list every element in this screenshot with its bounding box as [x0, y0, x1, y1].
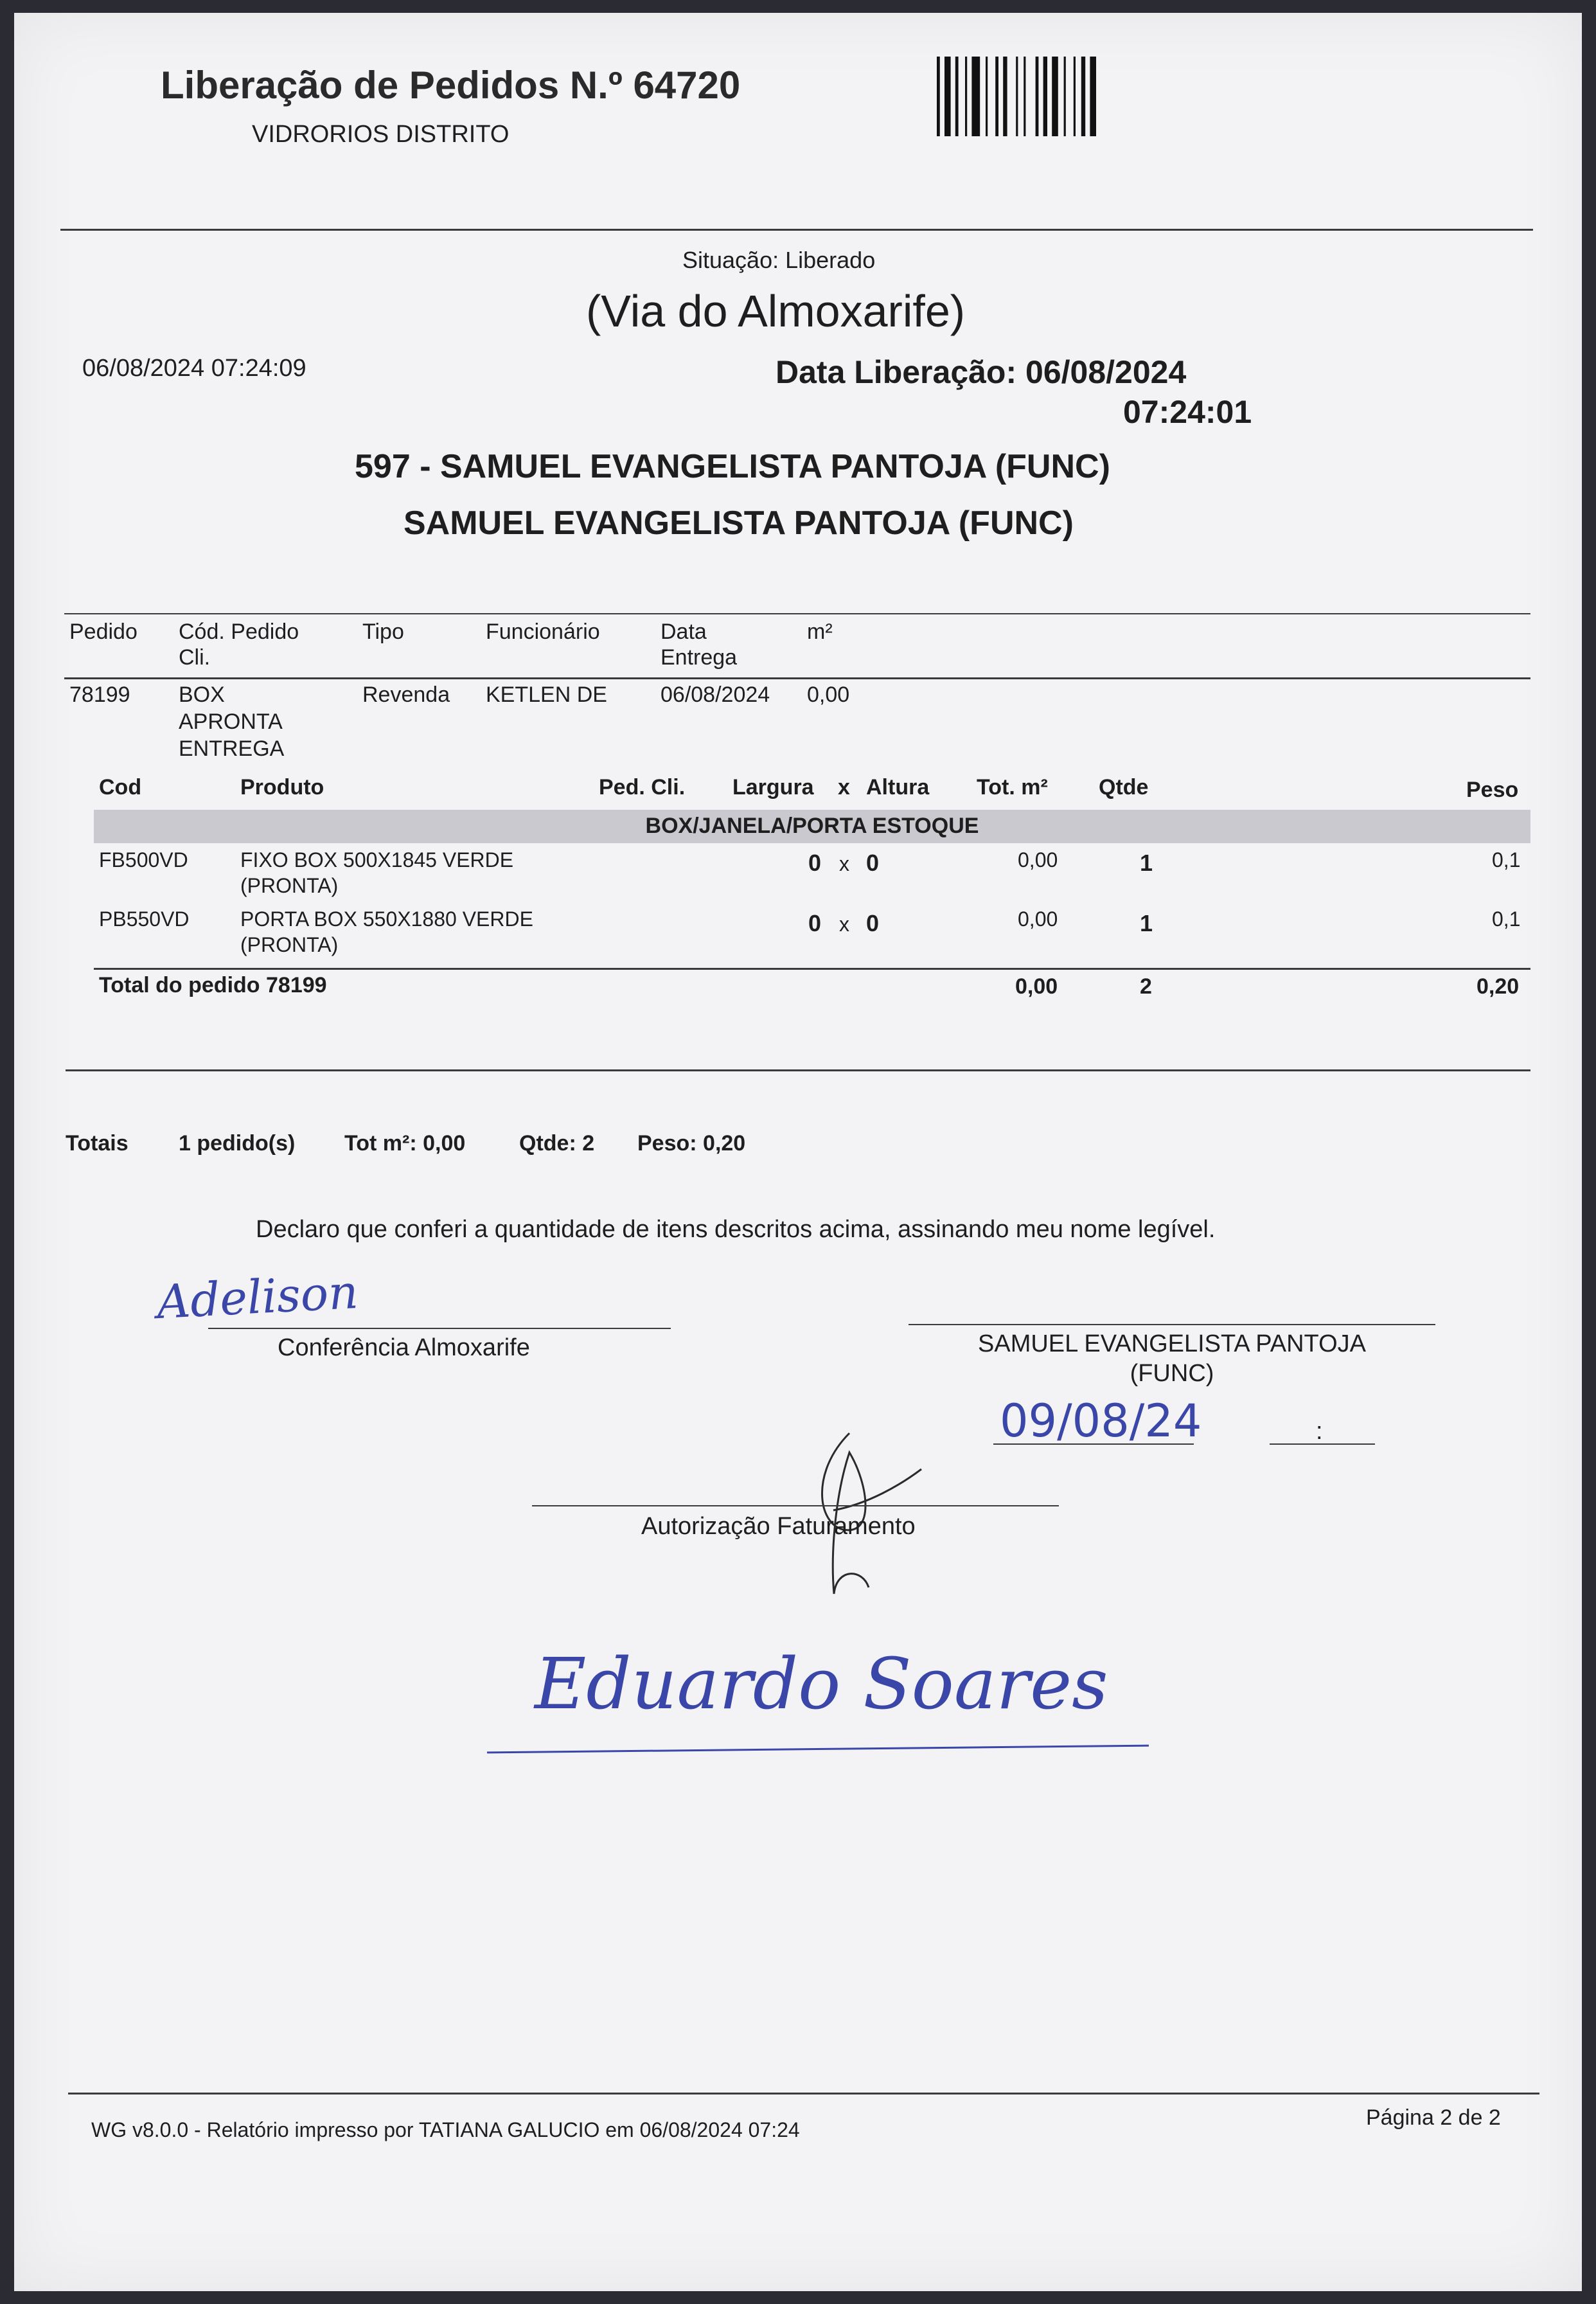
total-pedido-label: Total do pedido 78199 [99, 973, 327, 997]
client-sign-func: (FUNC) [1130, 1360, 1214, 1387]
item-1-altura: 0 [866, 850, 880, 876]
item-1-x: x [839, 852, 849, 875]
totals-label: Totais [66, 1131, 129, 1156]
faturamento-line [532, 1505, 1059, 1506]
col-cod: Cod [99, 775, 142, 799]
total-pedido-m2: 0,00 [1015, 974, 1058, 999]
footer-divider [68, 2093, 1539, 2094]
col-m2: m² [807, 620, 833, 644]
client-line-2: SAMUEL EVANGELISTA PANTOJA (FUNC) [403, 505, 1074, 542]
order-cod-1: BOX [179, 683, 225, 707]
col-altura: Altura [866, 775, 930, 799]
item-1-qtde: 1 [1140, 850, 1153, 876]
item-2-peso: 0,1 [1492, 907, 1521, 931]
almoxarife-label: Conferência Almoxarife [278, 1334, 530, 1361]
order-funcionario: KETLEN DE [486, 683, 607, 707]
order-table-top [64, 613, 1530, 614]
col-cod-pedido-2: Cli. [179, 645, 211, 670]
release-date: Data Liberação: 06/08/2024 [776, 354, 1187, 390]
status-text: Situação: Liberado [682, 247, 876, 273]
col-cod-pedido: Cód. Pedido [179, 620, 299, 644]
item-1-produto-2: (PRONTA) [240, 874, 339, 897]
client-sign-name: SAMUEL EVANGELISTA PANTOJA [978, 1330, 1366, 1357]
receiver-signature: Eduardo Soares [535, 1643, 1108, 1725]
totals-divider [66, 1069, 1530, 1071]
release-time: 07:24:01 [1123, 394, 1252, 430]
item-2-largura: 0 [808, 910, 822, 936]
col-produto: Produto [240, 775, 324, 799]
faturamento-label: Autorização Faturamento [641, 1513, 916, 1540]
col-funcionario: Funcionário [486, 620, 600, 644]
time-placeholder: : [1316, 1418, 1323, 1445]
item-2-produto: PORTA BOX 550X1880 VERDE [240, 907, 533, 931]
date-line [993, 1443, 1194, 1445]
footer-page: Página 2 de 2 [1366, 2105, 1501, 2130]
copy-label: (Via do Almoxarife) [586, 286, 966, 336]
item-1-produto: FIXO BOX 500X1845 VERDE [240, 848, 514, 871]
col-ped-cli: Ped. Cli. [599, 775, 686, 799]
barcode [937, 57, 1194, 136]
client-signature-line [909, 1324, 1435, 1325]
col-largura: Largura [732, 775, 814, 799]
header-divider [60, 229, 1533, 231]
item-1-peso: 0,1 [1492, 848, 1521, 871]
order-table-header-line [64, 677, 1530, 679]
faturamento-signature [772, 1414, 927, 1607]
print-datetime: 06/08/2024 07:24:09 [82, 355, 306, 382]
declaration-text: Declaro que conferi a quantidade de itens descritos acima, assinando meu nome legível. [256, 1216, 1216, 1243]
items-total-line [94, 968, 1530, 970]
col-peso: Peso [1466, 778, 1519, 802]
almoxarife-signature-line [208, 1328, 671, 1329]
document-page [14, 13, 1582, 2291]
footer-printed-by: WG v8.0.0 - Relatório impresso por TATIANA GALUCIO em 06/08/2024 07:24 [91, 2118, 800, 2141]
handwritten-date: 09/08/24 [1000, 1395, 1202, 1447]
col-pedido: Pedido [69, 620, 137, 644]
document-title: Liberação de Pedidos N.º 64720 [161, 64, 741, 107]
totals-peso: Peso: 0,20 [637, 1131, 746, 1156]
total-pedido-qtde: 2 [1140, 974, 1152, 999]
col-tipo: Tipo [362, 620, 404, 644]
receiver-underline [487, 1745, 1149, 1754]
item-1-tot-m2: 0,00 [1018, 848, 1058, 871]
group-title: BOX/JANELA/PORTA ESTOQUE [645, 814, 979, 838]
total-pedido-peso: 0,20 [1476, 974, 1520, 999]
item-2-altura: 0 [866, 910, 880, 936]
item-2-x: x [839, 913, 849, 936]
order-pedido: 78199 [69, 683, 130, 707]
totals-m2: Tot m²: 0,00 [344, 1131, 466, 1156]
item-1-largura: 0 [808, 850, 822, 876]
order-tipo: Revenda [362, 683, 450, 707]
order-cod-3: ENTREGA [179, 737, 285, 761]
col-data-entrega: Data [661, 620, 707, 644]
totals-qtde: Qtde: 2 [519, 1131, 595, 1156]
order-cod-2: APRONTA [179, 710, 283, 734]
item-2-qtde: 1 [1140, 910, 1153, 936]
item-2-cod: PB550VD [99, 907, 190, 931]
col-data-entrega-2: Entrega [661, 645, 738, 670]
col-qtde: Qtde [1099, 775, 1149, 799]
col-x: x [838, 775, 850, 799]
company-name: VIDRORIOS DISTRITO [252, 121, 510, 148]
item-2-produto-2: (PRONTA) [240, 933, 339, 956]
almoxarife-signature: Adelison [155, 1264, 360, 1330]
item-2-tot-m2: 0,00 [1018, 907, 1058, 931]
order-data-entrega: 06/08/2024 [661, 683, 770, 707]
col-tot-m2: Tot. m² [977, 775, 1048, 799]
order-m2: 0,00 [807, 683, 850, 707]
client-line-1: 597 - SAMUEL EVANGELISTA PANTOJA (FUNC) [355, 448, 1110, 485]
totals-pedidos: 1 pedido(s) [179, 1131, 296, 1156]
item-1-cod: FB500VD [99, 848, 188, 871]
